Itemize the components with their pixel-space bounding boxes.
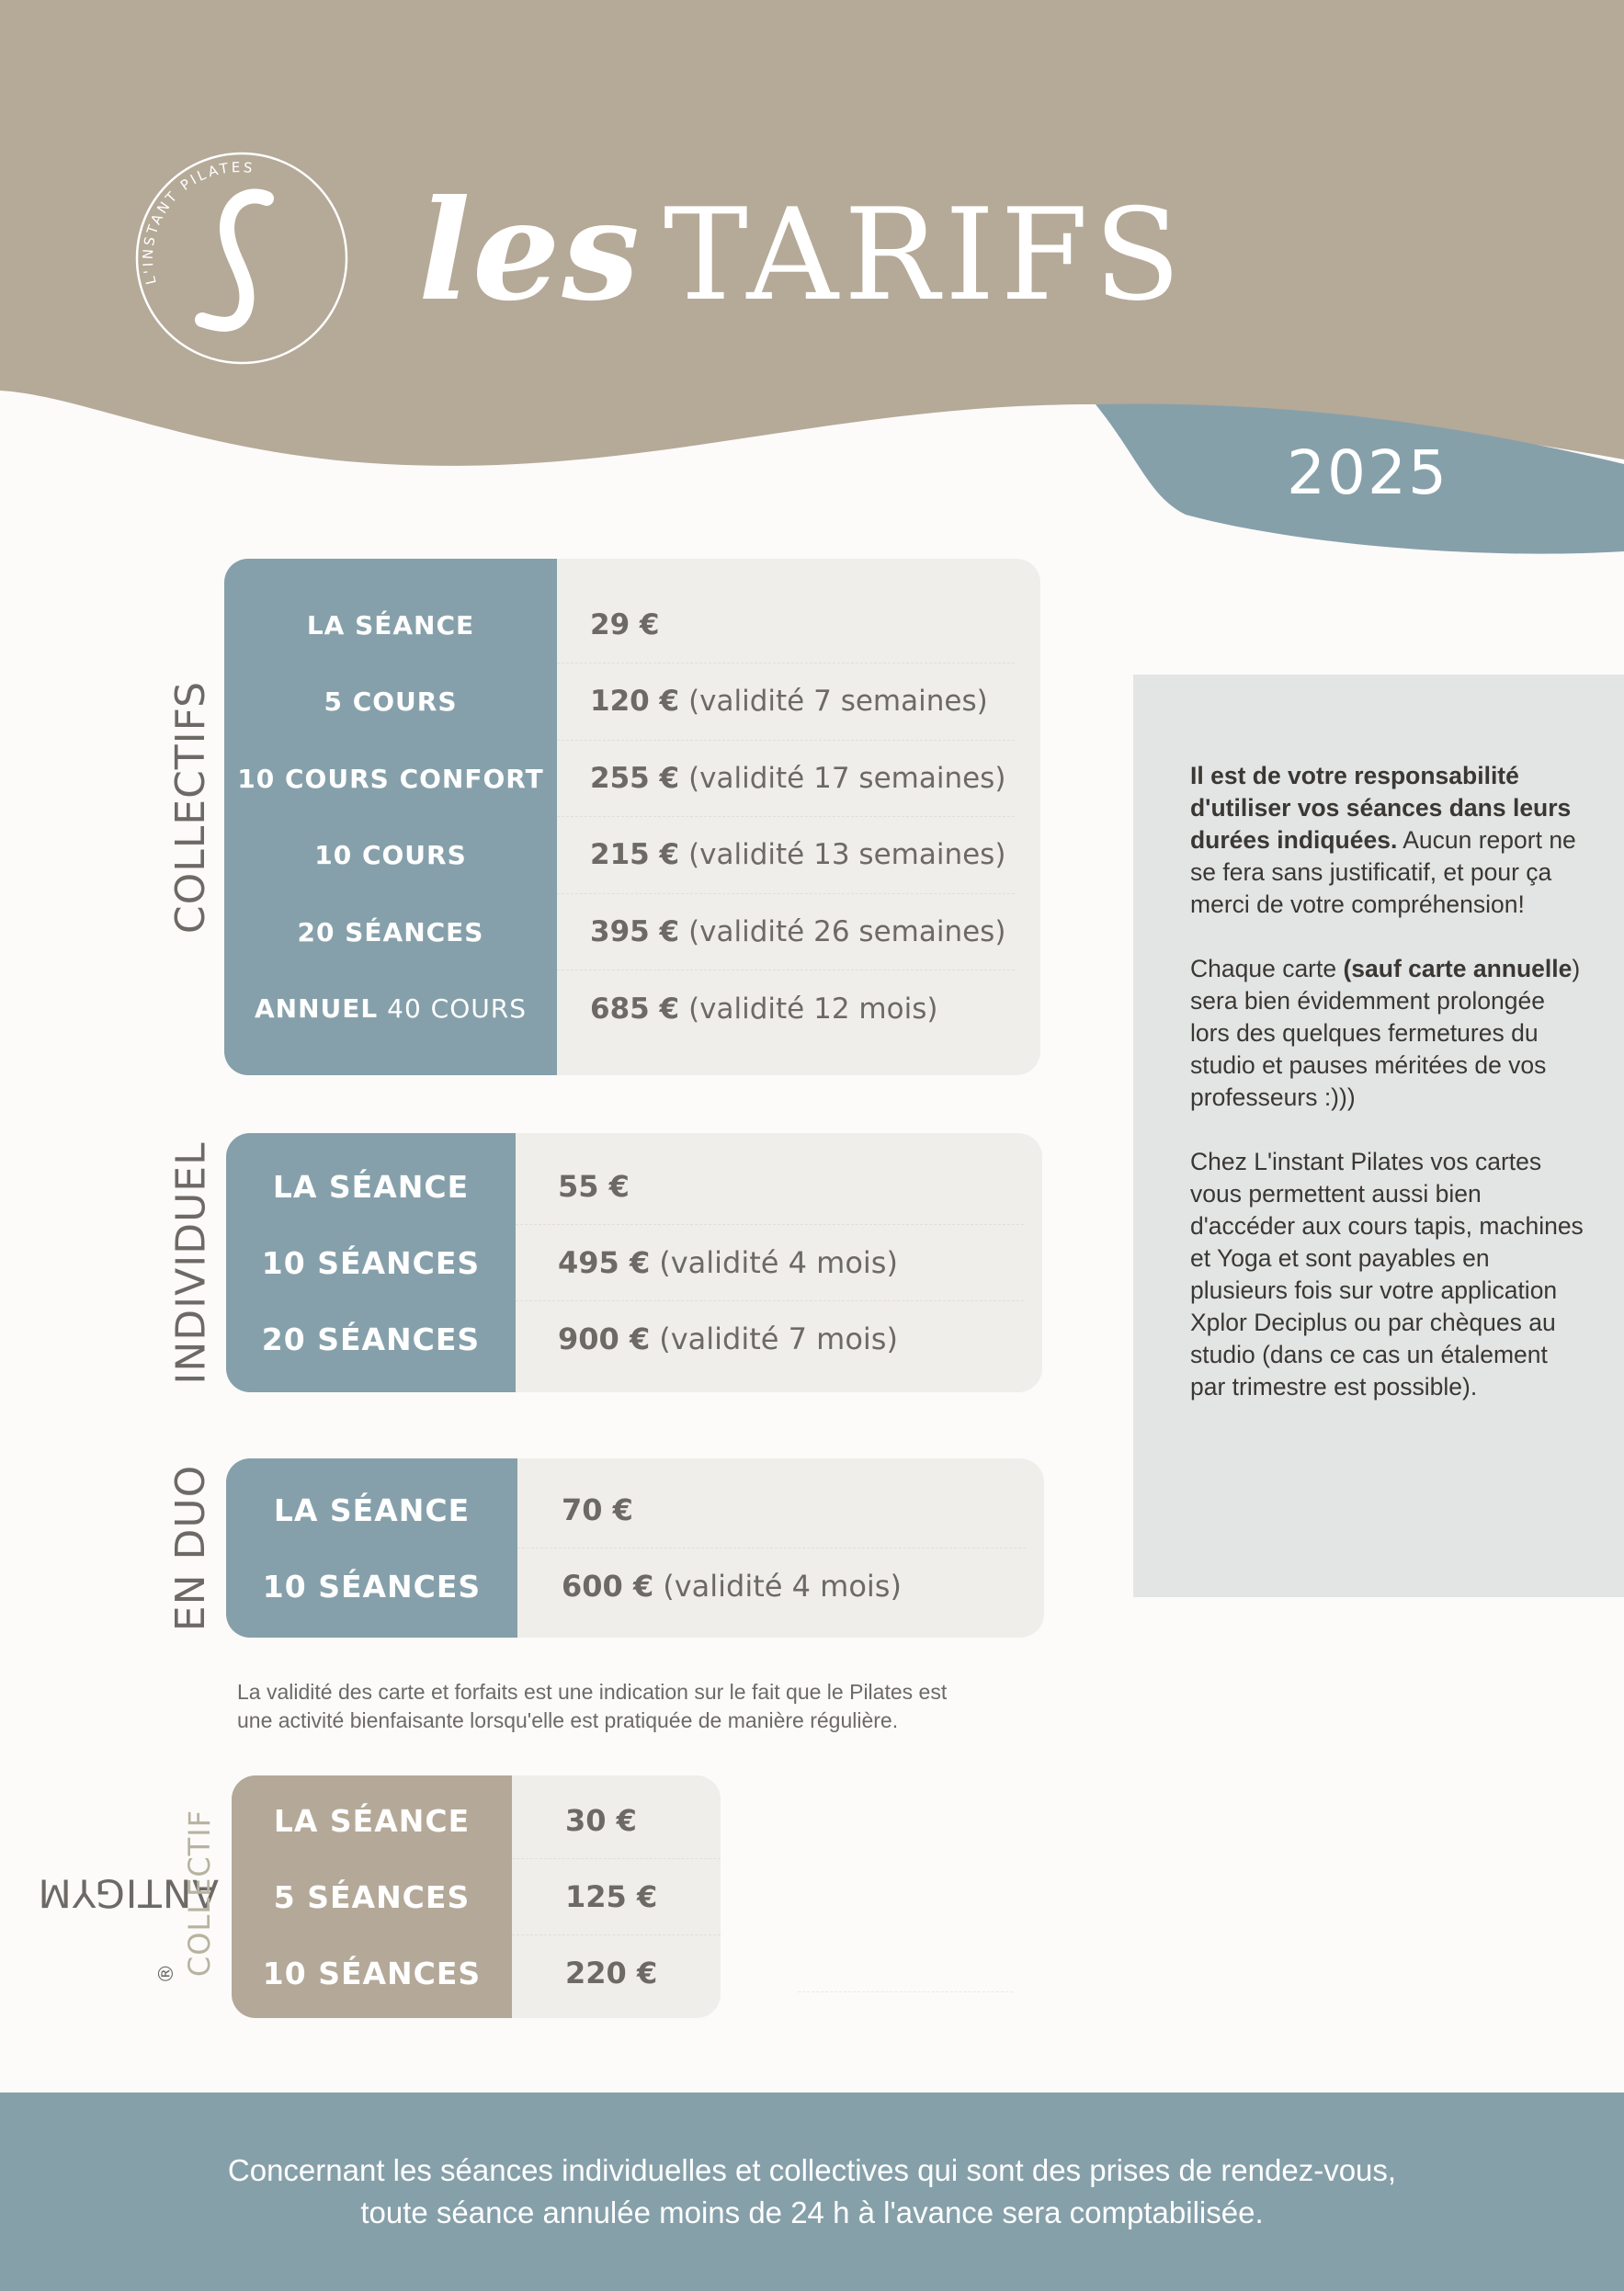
price-value: 215 € (validité 13 semaines) [557, 817, 1015, 894]
price-values [516, 1133, 1042, 1392]
price-value: 495 € (validité 4 mois) [516, 1225, 1024, 1301]
price-labels [226, 1133, 516, 1392]
info-paragraph: Il est de votre responsabilité d'utiliser vos séances dans leurs durées indiquées. Aucun report ne se fera sans justificatif, et pour ça merci de votre compréhension! [1190, 762, 1576, 918]
price-label: LA SÉANCE [273, 1802, 471, 1839]
price-table-duo [226, 1458, 1044, 1638]
price-value: 395 € (validité 26 semaines) [557, 894, 1015, 971]
price-table-individuel [226, 1133, 1042, 1392]
price-values [512, 1775, 721, 2018]
price-label: 20 SÉANCES [297, 916, 484, 947]
price-labels [232, 1775, 512, 2018]
section-label-collectifs: COLLECTIFS [167, 680, 215, 934]
logo-text: L'INSTANT PILATES [139, 158, 256, 287]
price-value: 55 € [516, 1149, 1024, 1225]
year-label: 2025 [1287, 437, 1448, 508]
price-value: 70 € [517, 1472, 1026, 1548]
info-paragraph: Chaque carte (sauf carte annuelle) sera bien évidemment prolongée lors des quelques fermetures du studio et pauses méritées de vos professeurs :))) [1190, 955, 1581, 1111]
price-label: 10 SÉANCES [261, 1244, 481, 1281]
price-table-antigym [232, 1775, 721, 2018]
divider [798, 1991, 1013, 1992]
info-paragraph: Chez L'instant Pilates vos cartes vous permettent aussi bien d'accéder aux cours tapis, machines et Yoga et sont payables en plusieurs fois sur votre application Xplor Deciplus ou par chèques au studio (dans ce cas un étalement par trimestre est possible). [1190, 1148, 1584, 1401]
price-labels [226, 1458, 517, 1638]
price-value: 900 € (validité 7 mois) [558, 1321, 898, 1356]
price-labels [224, 559, 557, 1075]
logo-s-mark [202, 196, 267, 323]
footer-notice: Concernant les séances individuelles et collectives qui sont des prises de rendez-vous, toute séance annulée moins de 24 h à l'avance sera comptabilisée. [0, 2093, 1624, 2291]
price-label: LA SÉANCE [306, 609, 475, 641]
price-label: 5 SÉANCES [273, 1878, 471, 1915]
price-value: 30 € [512, 1783, 721, 1859]
price-value: 125 € [512, 1859, 721, 1935]
price-value: 29 € [557, 587, 1015, 664]
price-label: ANNUEL 40 COURS [255, 993, 527, 1025]
price-label: 5 COURS [324, 686, 458, 718]
section-label-duo: EN DUO [167, 1464, 215, 1632]
logo-emblem [129, 145, 355, 371]
title-main: TARIFS [663, 181, 1187, 329]
price-label: LA SÉANCE [273, 1491, 471, 1528]
info-box [1133, 675, 1624, 1597]
price-value: 120 € (validité 7 semaines) [557, 663, 1015, 741]
section-label-antigym: ANTIGYM ® COLLECTIF [37, 1809, 220, 1984]
price-values [557, 559, 1040, 1075]
price-value: 685 € (validité 12 mois) [590, 992, 938, 1026]
price-label: 10 COURS CONFORT [237, 763, 544, 794]
price-value: 600 € (validité 4 mois) [562, 1569, 902, 1604]
price-label: 20 SÉANCES [261, 1321, 481, 1357]
price-values [517, 1458, 1044, 1638]
title-script: les [418, 170, 642, 332]
page-title [418, 170, 1187, 332]
price-label: 10 COURS [314, 840, 467, 871]
price-label: 10 SÉANCES [262, 1568, 482, 1605]
price-label: LA SÉANCE [272, 1168, 470, 1205]
price-table-collectifs [224, 559, 1040, 1075]
validity-note: La validité des carte et forfaits est une indication sur le fait que le Pilates est une activité bienfaisante lorsqu'elle est pratiquée de manière régulière. [237, 1680, 948, 1732]
section-label-individuel: INDIVIDUEL [167, 1140, 215, 1385]
price-value: 255 € (validité 17 semaines) [557, 741, 1015, 818]
price-label: 10 SÉANCES [262, 1955, 482, 1991]
price-value: 220 € [565, 1956, 658, 1990]
